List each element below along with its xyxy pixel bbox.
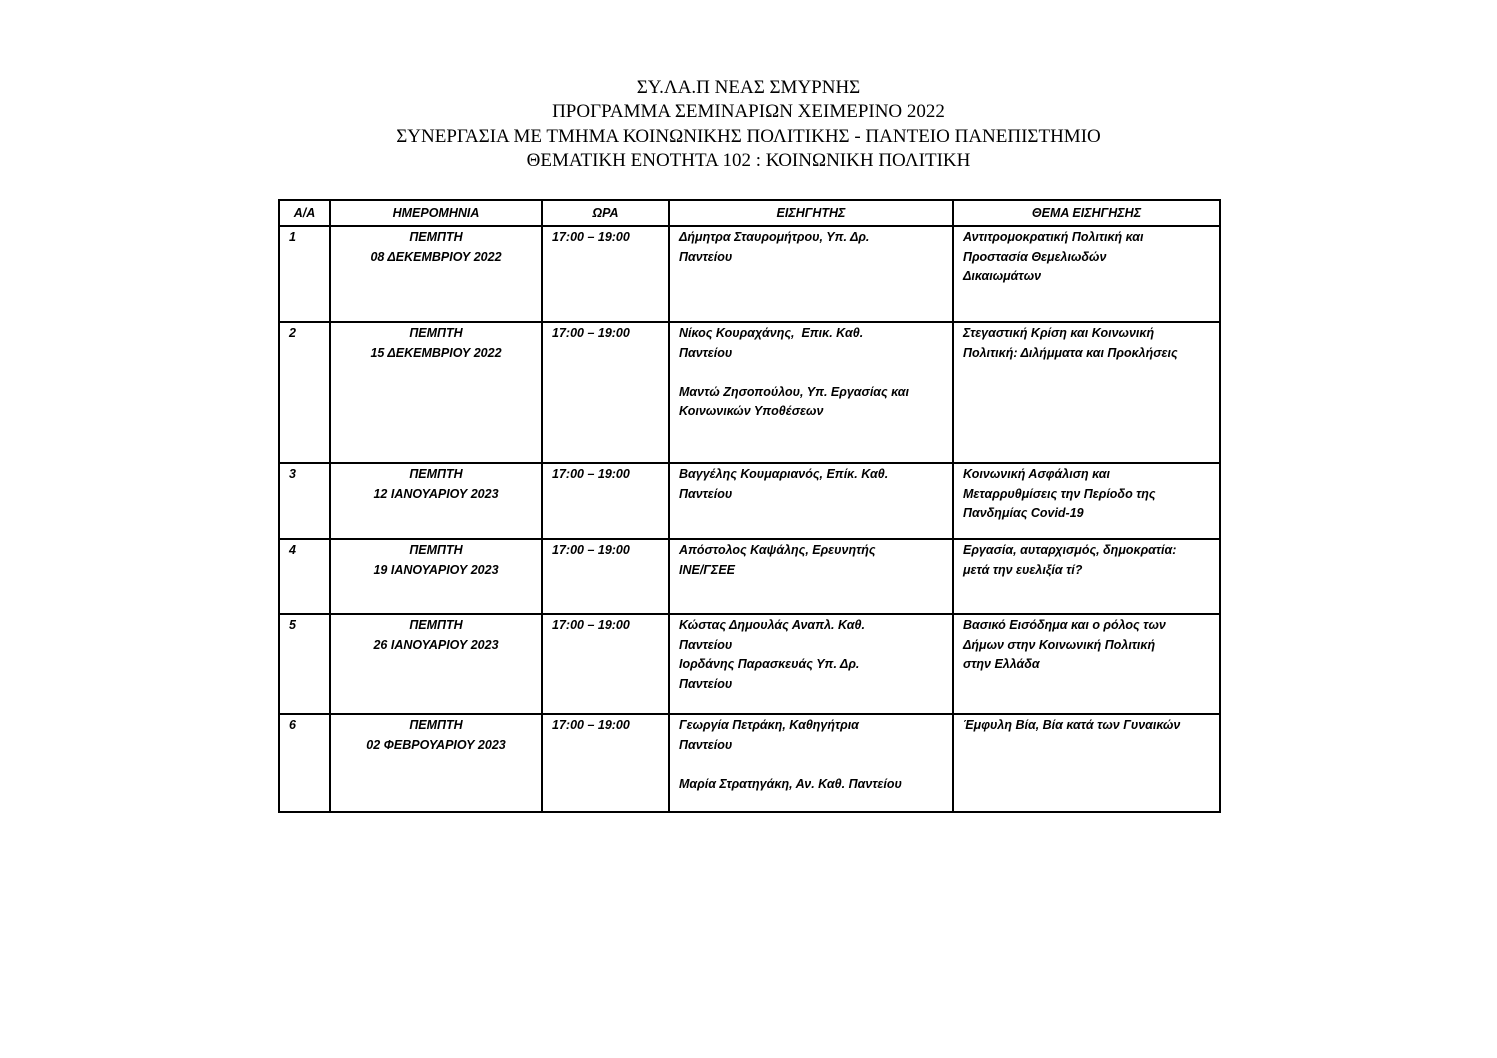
date-line: ΠΕΜΠΤΗ — [409, 326, 463, 340]
topic-cell — [953, 226, 1220, 322]
time-line: 17:00 – 19:00 — [552, 326, 630, 340]
topic-line: στην Ελλάδα — [963, 657, 1040, 672]
row-number-cell — [279, 614, 330, 714]
time-line: 17:00 – 19:00 — [552, 718, 630, 732]
time-cell — [542, 614, 669, 714]
document-header — [0, 76, 1497, 174]
date-line: ΠΕΜΠΤΗ — [409, 543, 463, 557]
row-number-line: 6 — [289, 718, 296, 732]
speaker-line: Παντείου — [679, 249, 733, 264]
date-cell — [330, 463, 542, 539]
topic-line: Δικαιωμάτων — [963, 269, 1042, 284]
topic-line: Στεγαστική Κρίση και Κοινωνική — [963, 326, 1155, 340]
row-number-line: 1 — [289, 230, 296, 244]
topic-line: Κοινωνική Ασφάλιση και — [963, 467, 1110, 481]
speaker-cell — [669, 226, 953, 322]
speaker-line: Παντείου — [679, 486, 733, 501]
row-number-cell — [279, 714, 330, 812]
column-header-speaker: ΕΙΣΗΓΗΤΗΣ — [669, 200, 953, 226]
date-cell — [330, 539, 542, 614]
speaker-line — [679, 363, 943, 383]
date-cell — [330, 226, 542, 322]
speaker-line: Ιορδάνης Παρασκευάς Υπ. Δρ. — [679, 657, 860, 672]
organization-title: ΣΥ.ΛΑ.Π ΝΕΑΣ ΣΜΥΡΝΗΣ — [636, 77, 861, 98]
time-cell — [542, 322, 669, 463]
table-header — [279, 200, 1220, 226]
date-line: ΠΕΜΠΤΗ — [409, 718, 463, 732]
speaker-line: Παντείου — [679, 637, 733, 652]
column-header-time: ΩΡΑ — [542, 200, 669, 226]
topic-line: Έμφυλη Βία, Βία κατά των Γυναικών — [963, 718, 1181, 732]
speaker-cell — [669, 714, 953, 812]
speaker-line: Παντείου — [679, 345, 733, 360]
speaker-line: ΙΝΕ/ΓΣΕΕ — [679, 562, 735, 577]
date-line: 02 ΦΕΒΡΟΥΑΡΙΟΥ 2023 — [366, 737, 506, 752]
date-line: 08 ΔΕΚΕΜΒΡΙΟΥ 2022 — [370, 249, 502, 264]
row-number-line: 5 — [289, 618, 296, 632]
date-line: 26 ΙΑΝΟΥΑΡΙΟΥ 2023 — [373, 637, 499, 652]
speaker-line: Κώστας Δημουλάς Αναπλ. Καθ. — [679, 618, 865, 632]
table-row — [279, 714, 1220, 812]
speaker-line: Νίκος Κουραχάνης, Επικ. Καθ. — [679, 326, 864, 340]
date-line: 19 ΙΑΝΟΥΑΡΙΟΥ 2023 — [373, 562, 499, 577]
table-row — [279, 463, 1220, 539]
topic-line: Μεταρρυθμίσεις την Περίοδο της — [963, 486, 1156, 501]
speaker-line: Δήμητρα Σταυρομήτρου, Υπ. Δρ. — [679, 230, 870, 244]
topic-line: Αντιτρομοκρατική Πολιτική και — [963, 230, 1144, 244]
topic-line: Δήμων στην Κοινωνική Πολιτική — [963, 637, 1156, 652]
row-number-line: 4 — [289, 543, 296, 557]
date-line: ΠΕΜΠΤΗ — [409, 230, 463, 244]
topic-cell — [953, 614, 1220, 714]
speaker-line: Βαγγέλης Κουμαριανός, Επίκ. Καθ. — [679, 467, 889, 481]
seminar-schedule-table — [278, 199, 1221, 813]
date-line: ΠΕΜΠΤΗ — [409, 618, 463, 632]
time-cell — [542, 714, 669, 812]
collaboration-title: ΣΥΝΕΡΓΑΣΙΑ ΜΕ ΤΜΗΜΑ ΚΟΙΝΩΝΙΚΗΣ ΠΟΛΙΤΙΚΗΣ - ΠΑΝΤΕΙΟ ΠΑΝΕΠΙΣΤΗΜΙΟ — [396, 125, 1101, 147]
time-line: 17:00 – 19:00 — [552, 543, 630, 557]
table-row — [279, 322, 1220, 463]
row-number-line: 2 — [289, 326, 296, 340]
row-number-cell — [279, 322, 330, 463]
speaker-line: Παντείου — [679, 676, 733, 691]
date-cell — [330, 614, 542, 714]
topic-line: Πανδημίας Covid-19 — [963, 506, 1084, 521]
schedule-body — [279, 226, 1220, 812]
topic-line: Προστασία Θεμελιωδών — [963, 249, 1107, 264]
topic-line: Βασικό Εισόδημα και ο ρόλος των — [963, 618, 1166, 632]
topic-cell — [953, 714, 1220, 812]
column-header-number: Α/Α — [279, 200, 330, 226]
topic-line: Πολιτική: Διλήμματα και Προκλήσεις — [963, 345, 1178, 360]
header-row — [279, 200, 1220, 226]
speaker-line: Μαντώ Ζησοπούλου, Υπ. Εργασίας και — [679, 384, 909, 399]
time-line: 17:00 – 19:00 — [552, 618, 630, 632]
time-cell — [542, 226, 669, 322]
time-cell — [542, 463, 669, 539]
speaker-cell — [669, 614, 953, 714]
topic-cell — [953, 322, 1220, 463]
topic-cell — [953, 463, 1220, 539]
time-line: 17:00 – 19:00 — [552, 467, 630, 481]
topic-line: μετά την ευελιξία τί? — [963, 562, 1083, 577]
speaker-line — [679, 755, 943, 775]
speaker-cell — [669, 539, 953, 614]
speaker-line: Γεωργία Πετράκη, Καθηγήτρια — [679, 718, 859, 732]
date-cell — [330, 714, 542, 812]
speaker-cell — [669, 463, 953, 539]
column-header-topic: ΘΕΜΑ ΕΙΣΗΓΗΣΗΣ — [953, 200, 1220, 226]
speaker-cell — [669, 322, 953, 463]
row-number-cell — [279, 226, 330, 322]
speaker-line: Κοινωνικών Υποθέσεων — [679, 404, 824, 419]
time-cell — [542, 539, 669, 614]
column-header-date: ΗΜΕΡΟΜΗΝΙΑ — [330, 200, 542, 226]
date-cell — [330, 322, 542, 463]
speaker-line: Απόστολος Καψάλης, Ερευνητής — [679, 543, 876, 557]
date-line: 12 ΙΑΝΟΥΑΡΙΟΥ 2023 — [373, 486, 499, 501]
topic-cell — [953, 539, 1220, 614]
row-number-cell — [279, 539, 330, 614]
row-number-cell — [279, 463, 330, 539]
date-line: 15 ΔΕΚΕΜΒΡΙΟΥ 2022 — [370, 345, 502, 360]
row-number-line: 3 — [289, 467, 296, 481]
thematic-unit-title: ΘΕΜΑΤΙΚΗ ΕΝΟΤΗΤΑ 102 : ΚΟΙΝΩΝΙΚΗ ΠΟΛΙΤΙΚΗ — [526, 150, 971, 172]
topic-line: Εργασία, αυταρχισμός, δημοκρατία: — [963, 543, 1177, 557]
table-row — [279, 226, 1220, 322]
time-line: 17:00 – 19:00 — [552, 230, 630, 244]
speaker-line: Παντείου — [679, 737, 733, 752]
program-title: ΠΡΟΓΡΑΜΜΑ ΣΕΜΙΝΑΡΙΩΝ ΧΕΙΜΕΡΙΝΟ 2022 — [552, 101, 945, 123]
date-line: ΠΕΜΠΤΗ — [409, 467, 463, 481]
table-row — [279, 539, 1220, 614]
table-row — [279, 614, 1220, 714]
speaker-line: Μαρία Στρατηγάκη, Αν. Καθ. Παντείου — [679, 776, 902, 791]
